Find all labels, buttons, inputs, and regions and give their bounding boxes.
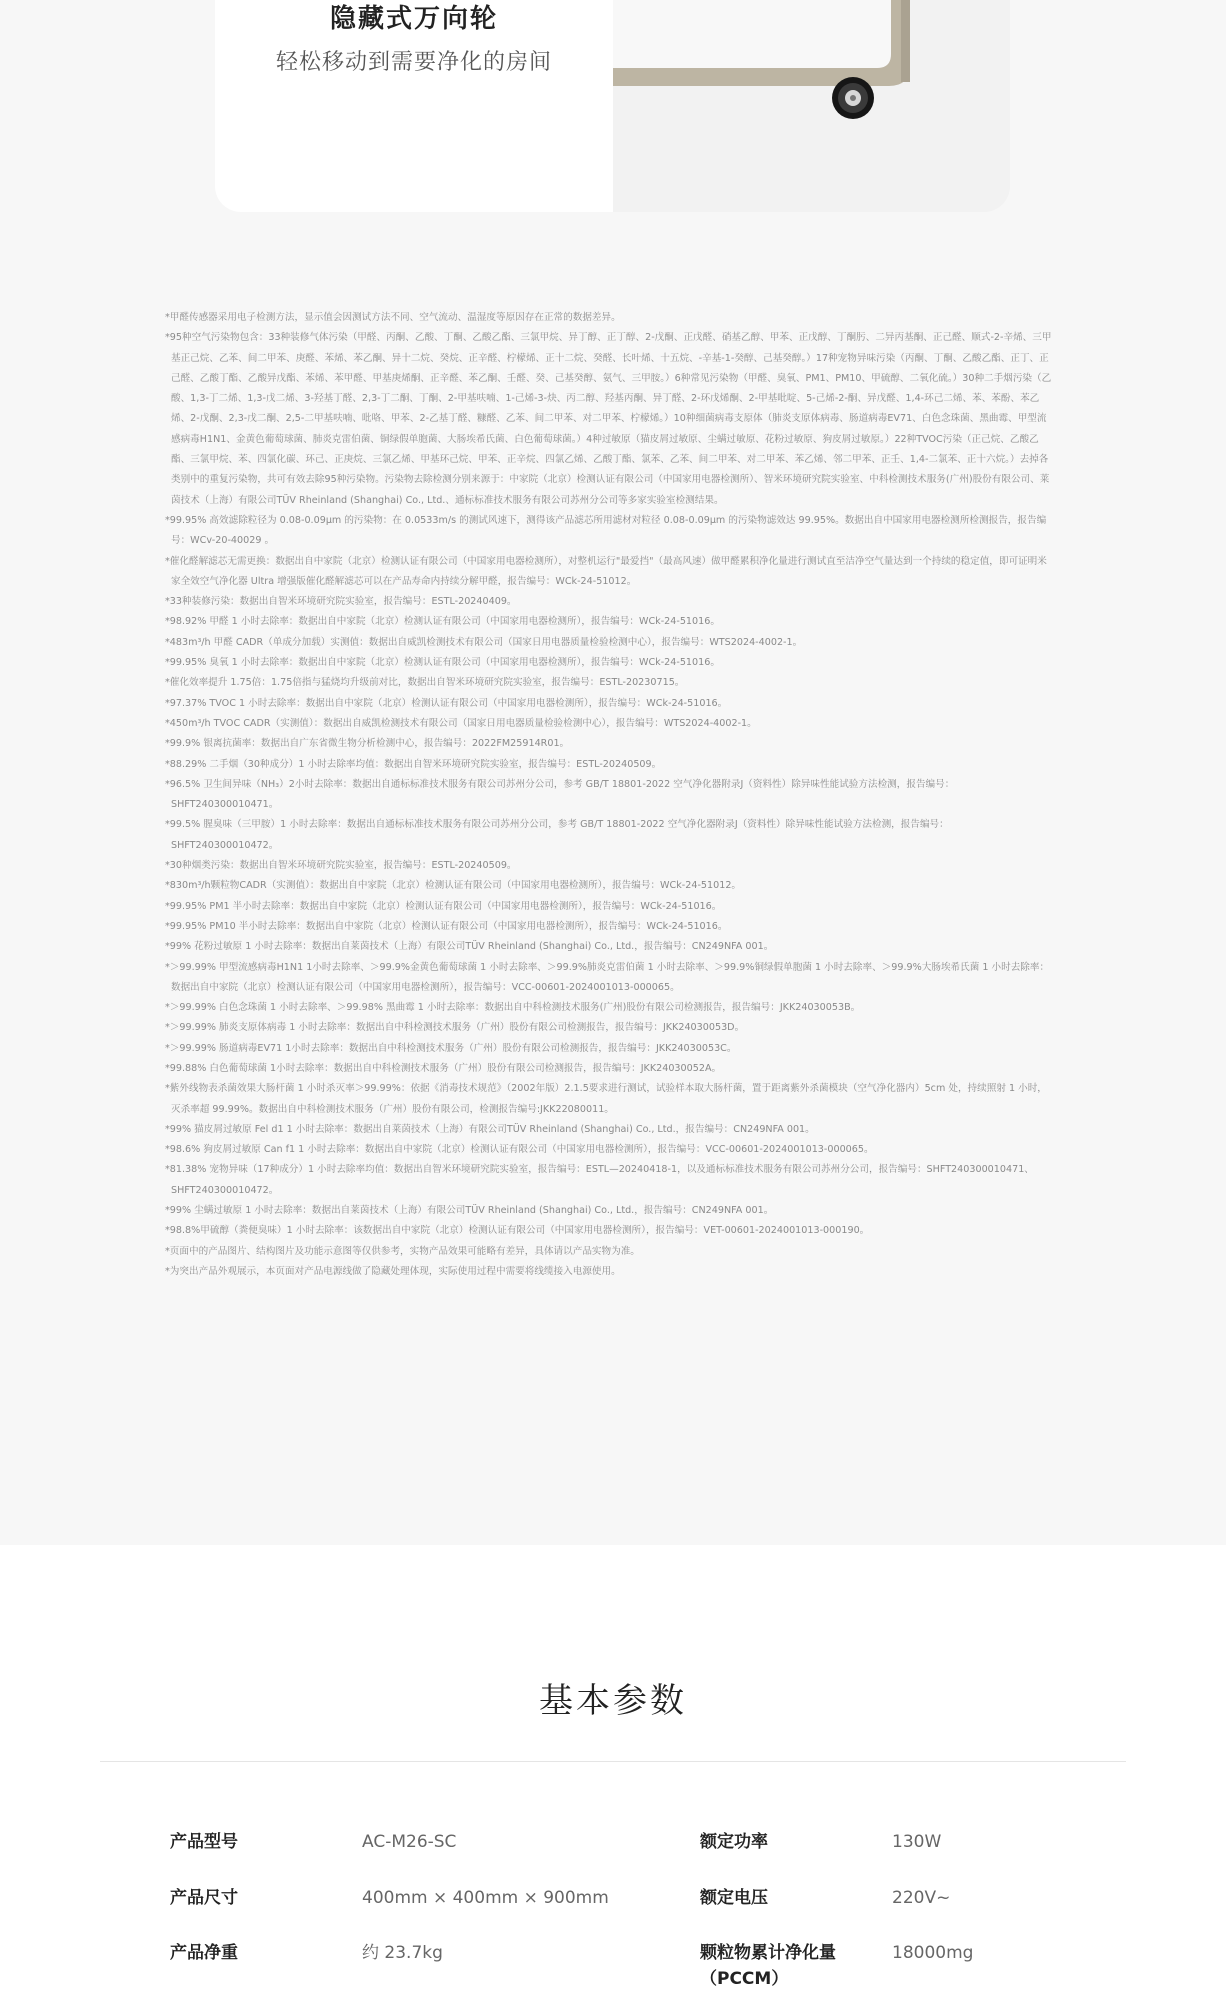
footnote: *830m³/h颗粒物CADR（实测值）：数据出自中家院（北京）检测认证有限公司（中国家用电器检测所），报告编号：WCk-24-51012。 [165, 880, 742, 892]
footnote: *98.8%甲硫醇（粪便臭味）1 小时去除率：该数据出自中家院（北京）检测认证有限公司（中国家用电器检测所），报告编号：VET-00601-2024001013-000190。 [165, 1225, 870, 1237]
footnote: *99% 花粉过敏原 1 小时去除率：数据出自莱茵技术（上海）有限公司TÜV Rheinland (Shanghai) Co., Ltd.，报告编号：CN249NFA 001。 [165, 941, 774, 953]
specs-section [0, 1545, 1226, 2000]
footnote: *81.38% 宠物异味（17种成分）1 小时去除率均值：数据出自智米环境研究院实验室，报告编号：ESTL—20240418-1，以及通标标准技术服务有限公司苏州分公司，报告编号：SHFT240300010471、SHFT240300010472。 [165, 1164, 1034, 1196]
footnote: *99.95% 高效滤除粒径为 0.08-0.09μm 的污染物：在 0.0533m/s 的测试风速下，测得该产品滤芯所用滤材对粒径 0.08-0.09μm 的污染物滤效达 99.95%。数据出自中国家用电器检测所检测报告，报告编号：WCv-20-40029 。 [165, 514, 1047, 547]
footnote: *催化效率提升 1.75倍：1.75倍指与猛烧均升级前对比，数据出自智米环境研究院实验室，报告编号：ESTL-20230715。 [165, 677, 685, 689]
footnote: *95种空气污染物包含：33种装修气体污染（甲醛、丙酮、乙酸、丁酮、乙酸乙酯、三氯甲烷、异丁醇、正丁醇、2-戊酮、正戊醛、硝基乙醇、甲苯、正戊醇、丁酮肟、二异丙基酮、正己醛、顺式-2-辛烯、三甲基正己烷、乙苯、间二甲苯、庚醛、苯烯、苯乙酮、异十二烷、癸烷、正辛醛、柠檬烯、正十二烷、癸醛、长叶烯、十五烷、-辛基-1-癸醇、己基癸醇。）17种宠物异味污染（丙酮、丁酮、乙酸乙酯、正丁、正己醛、乙酸丁酯、乙酸异戊酯、苯烯、苯甲醛、甲基庚烯酮、正辛醛、苯乙酮、壬醛、癸、己基癸醇、氨气、三甲胺。）6种常见污染物（甲醛、臭氧、PM1、PM10、甲硫醇、二氧化硫。）30种二手烟污染（乙酸、1,3-丁二烯、1,3-戊二烯、3-羟基丁醛、2,3-丁二酮、丁酮、2-甲基呋喃、1-己烯-3-炔、丙二醇、羟基丙酮、异丁醛、2-环戊烯酮、2-甲基吡啶、5-己烯-2-酮、异戊醛、1,4-环己二烯、苯、苯酚、苯乙烯、2-戊酮、2,3-戊二酮、2,5-二甲基呋喃、吡咯、甲苯、2-乙基丁醛、糠醛、乙苯、间二甲苯、对二甲苯、柠檬烯。）10种细菌病毒支原体（肺炎支原体病毒、肠道病毒EV71、白色念珠菌、黑曲霉、甲型流感病毒H1N1、金黄色葡萄球菌、肺炎克雷伯菌、铜绿假单胞菌、大肠埃希氏菌、白色葡萄球菌。）4种过敏原（猫皮屑过敏原、尘螨过敏原、花粉过敏原、狗皮屑过敏原。）22种TVOC污染（正己烷、乙酸乙酯、三氯甲烷、苯、四氯化碳、环己、正庚烷、三氯乙烯、甲基环己烷、甲苯、正辛烷、四氯乙烯、乙酸丁酯、氯苯、乙苯、间二甲苯、对二甲苯、苯乙烯、邻二甲苯、正壬、1,4-二氯苯、正十六烷。）去掉各类别中的重复污染物，共可有效去除95种污染物。污染物去除检测分别来源于：中家院（北京）检测认证有限公司（中国家用电器检测所）、智米环境研究院实验室、中科检测技术服务(广州)股份有限公司、莱茵技术（上海）有限公司TÜV Rheinland (Shanghai) Co., Ltd.、通标标准技术服务有限公司苏州分公司等多家实验室检测结果。 [165, 332, 1052, 506]
spec-value-voltage: 220V~ [892, 1888, 951, 1908]
spec-value-pccm: 18000mg [892, 1943, 974, 1963]
feature-subtitle: 轻松移动到需要净化的房间 [275, 50, 552, 75]
footnote: *30种烟类污染：数据出自智米环境研究院实验室，报告编号：ESTL-20240509。 [165, 860, 517, 872]
feature-title: 隐藏式万向轮 [329, 4, 498, 34]
footnote: *页面中的产品图片、结构图片及功能示意图等仅供参考，实物产品效果可能略有差异，具体请以产品实物为准。 [165, 1245, 640, 1257]
specs-title: 基本参数 [539, 1681, 687, 1721]
spec-value-model: AC-M26-SC [362, 1832, 457, 1852]
footnote: *98.92% 甲醛 1 小时去除率：数据出自中家院（北京）检测认证有限公司（中国家用电器检测所），报告编号：WCk-24-51016。 [165, 616, 720, 628]
spec-row [0, 1829, 1226, 1885]
footnote: *33种装修污染：数据出自智米环境研究院实验室，报告编号：ESTL-20240409。 [165, 596, 517, 608]
spec-label-power: 额定功率 [700, 1832, 768, 1852]
footnote: *99.95% PM1 半小时去除率：数据出自中家院（北京）检测认证有限公司（中国家用电器检测所），报告编号：WCk-24-51016。 [165, 900, 722, 912]
spec-value-size: 400mm × 400mm × 900mm [362, 1888, 609, 1908]
specs-divider [100, 1761, 1126, 1762]
footnote: *450m³/h TVOC CADR（实测值）：数据出自威凯检测技术有限公司（国家日用电器质量检验检测中心），报告编号：WTS2024-4002-1。 [165, 717, 757, 729]
footnote: *催化醛解滤芯无需更换：数据出自中家院（北京）检测认证有限公司（中国家用电器检测所），对整机运行"最爱挡"（最高风速）做甲醛累积净化量进行测试直至洁净空气量达到一个持续的稳定值，即可证明米家全效空气净化器 Ultra 增强版催化醛解滤芯可以在产品寿命内持续分解甲醛，报告编号：WCk-24-51012。 [165, 555, 1047, 587]
spec-value-weight: 约 23.7kg [362, 1943, 443, 1963]
feature-card [215, 0, 1010, 212]
footnote: *88.29% 二手烟（30种成分）1 小时去除率均值：数据出自智米环境研究院实验室，报告编号：ESTL-20240509。 [165, 758, 662, 770]
footnote: *＞99.99% 肠道病毒EV71 1小时去除率：数据出自中科检测技术服务（广州）股份有限公司检测报告，报告编号：JKK24030053C。 [165, 1042, 737, 1054]
footnote: *99.95% PM10 半小时去除率：数据出自中家院（北京）检测认证有限公司（中国家用电器检测所），报告编号：WCk-24-51016。 [165, 920, 728, 932]
hidden-caster-wheel-image [613, 0, 1010, 212]
spec-label-model: 产品型号 [170, 1832, 238, 1852]
footnote: *98.6% 狗皮屑过敏原 Can f1 1 小时去除率：数据出自中家院（北京）检测认证有限公司（中国家用电器检测所），报告编号：VCC-00601-2024001013-000065。 [165, 1144, 874, 1156]
footnote: *99.95% 臭氧 1 小时去除率：数据出自中家院（北京）检测认证有限公司（中国家用电器检测所），报告编号：WCk-24-51016。 [165, 657, 720, 669]
footnote: *97.37% TVOC 1 小时去除率：数据出自中家院（北京）检测认证有限公司（中国家用电器检测所），报告编号：WCk-24-51016。 [165, 697, 728, 709]
footnote: *＞99.99% 白色念珠菌 1 小时去除率、＞99.98% 黑曲霉 1 小时去除率：数据出自中科检测技术服务(广州)股份有限公司检测报告，报告编号：JKK24030053B。 [165, 1002, 861, 1014]
footnote: *＞99.99% 甲型流感病毒H1N1 1小时去除率、＞99.9%金黄色葡萄球菌 1 小时去除率、＞99.9%肺炎克雷伯菌 1 小时去除率、＞99.9%铜绿假单胞菌 1 小时去除率、＞99.9%大肠埃希氏菌 1 小时去除率：数据出自中家院（北京）检测认证有限公司（中国家用电器检测所），报告编号：VCC-00601-2024001013-000065。 [165, 961, 1050, 993]
spec-label-pccm: 颗粒物累计净化量（PCCM） [700, 1943, 836, 1989]
footnote: *99.88% 白色葡萄球菌 1小时去除率：数据出自中科检测技术服务（广州）股份有限公司检测报告，报告编号：JKK24030052A。 [165, 1062, 722, 1074]
footnote: *99.5% 腥臭味（三甲胺）1 小时去除率：数据出自通标标准技术服务有限公司苏州分公司，参考 GB/T 18801-2022 空气净化器附录J（资料性）除异味性能试验方法检测，报告编号：SHFT240300010472。 [165, 819, 949, 851]
feature-text-panel [215, 0, 613, 212]
footnote: *99% 尘螨过敏原 1 小时去除率：数据出自莱茵技术（上海）有限公司TÜV Rheinland (Shanghai) Co., Ltd.，报告编号：CN249NFA 001。 [165, 1205, 774, 1217]
footnotes [165, 308, 1055, 1282]
spec-row [0, 1885, 1226, 1941]
footnote: *483m³/h 甲醛 CADR（单成分加载）实测值：数据出自威凯检测技术有限公司（国家日用电器质量检验检测中心），报告编号：WTS2024-4002-1。 [165, 636, 803, 648]
footnote: *甲醛传感器采用电子检测方法，显示值会因测试方法不同、空气流动、温湿度等原因存在正常的数据差异。 [165, 312, 621, 323]
spec-row [0, 1940, 1226, 1996]
footnote: *99.9% 银离抗菌率：数据出自广东省微生物分析检测中心，报告编号：2022FM25914R01。 [165, 738, 570, 750]
footnote: *紫外线物表杀菌效果大肠杆菌 1 小时杀灭率＞99.99%：依据《消毒技术规范》（2002年版）2.1.5要求进行测试，试验样本取大肠杆菌，置于距离紫外杀菌模块（空气净化器内）5cm 处，持续照射 1 小时，灭杀率超 99.99%。数据出自中科检测技术服务（广州）股份有限公司，检测报告编号:JKK22080011。 [165, 1083, 1047, 1115]
spec-label-weight: 产品净重 [170, 1943, 238, 1963]
footnote: *为突出产品外观展示，本页面对产品电源线做了隐藏处理体现，实际使用过程中需要将线缆接入电源使用。 [165, 1265, 621, 1277]
footnote: *96.5% 卫生间异味（NH₃）2小时去除率：数据出自通标标准技术服务有限公司苏州分公司，参考 GB/T 18801-2022 空气净化器附录J（资料性）除异味性能试验方法检测，报告编号：SHFT240300010471。 [165, 778, 955, 811]
spec-label-voltage: 额定电压 [700, 1888, 768, 1908]
spec-label-size: 产品尺寸 [170, 1888, 238, 1908]
footnote: *＞99.99% 肺炎支原体病毒 1 小时去除率：数据出自中科检测技术服务（广州）股份有限公司检测报告，报告编号：JKK24030053D。 [165, 1022, 745, 1034]
spec-value-power: 130W [892, 1832, 942, 1852]
footnote: *99% 猫皮屑过敏原 Fel d1 1 小时去除率：数据出自莱茵技术（上海）有限公司TÜV Rheinland (Shanghai) Co., Ltd.，报告编号：CN249NFA 001。 [165, 1123, 815, 1135]
